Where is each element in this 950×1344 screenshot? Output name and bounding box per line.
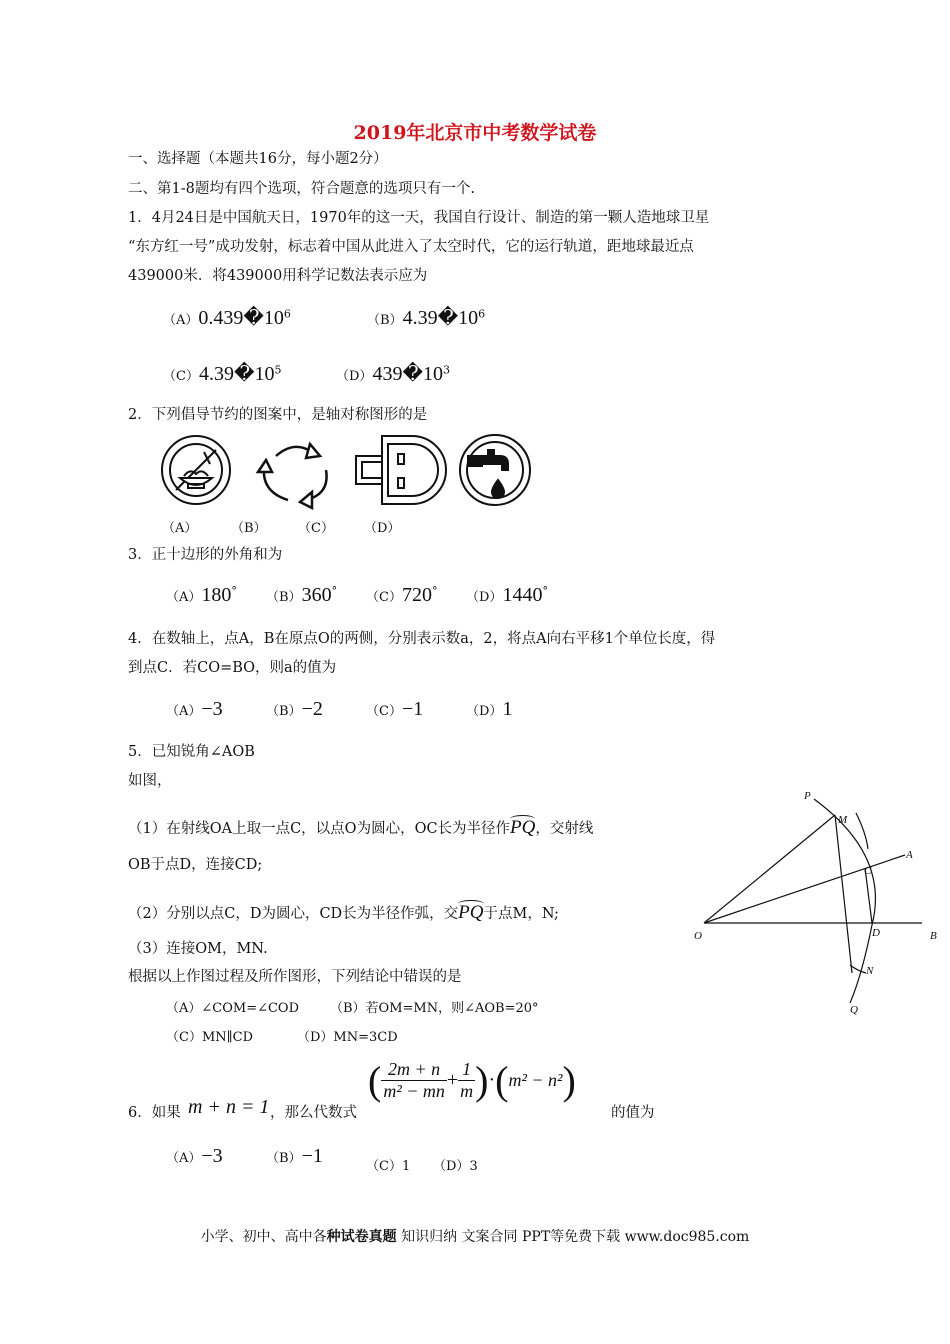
option-value: −1 xyxy=(401,698,424,720)
option-value: 439�10 xyxy=(372,363,443,385)
q6-option-c xyxy=(366,1155,410,1174)
q4-line-1: 4．在数轴上，点A，B在原点O的两侧，分别表示数a，2，将点A向右平移1个单位长度，得 xyxy=(128,631,716,647)
option-value: 4.39�10 xyxy=(198,363,275,385)
plus-sign: + xyxy=(446,1069,459,1091)
option-label: （D） xyxy=(466,704,503,719)
arc-pq: PQ xyxy=(458,902,484,923)
q1-option-c xyxy=(163,361,281,386)
degree-symbol: ° xyxy=(331,584,338,598)
footer-text-3: 知识归纳 文案合同 PPT等免费下载 xyxy=(396,1229,625,1245)
q3-option-c xyxy=(366,584,437,607)
option-value: 180 xyxy=(201,584,232,606)
q5-step-1 xyxy=(128,818,593,839)
option-value: 720 xyxy=(401,584,432,606)
q5-step-2 xyxy=(128,903,559,924)
q4-line-2: 到点C．若CO=BO，则a的值为 xyxy=(128,660,337,676)
q2-pattern-images xyxy=(150,430,550,510)
bowl-icon xyxy=(162,436,230,504)
label-p: P xyxy=(804,790,811,802)
right-paren: ) xyxy=(475,1058,489,1103)
q6-option-a xyxy=(166,1145,223,1168)
option-label: （A） xyxy=(166,1151,202,1166)
option-value: 1 xyxy=(502,698,513,720)
footer-url-link[interactable]: www.doc985.com xyxy=(624,1229,750,1245)
segment-mn xyxy=(835,815,852,973)
option-value: 4.39�10 xyxy=(402,307,479,329)
q6-condition: m + n = 1 xyxy=(188,1096,270,1118)
q5-step-3: （3）连接OM，MN. xyxy=(128,941,268,957)
q5-option-c: （C）MN∥CD xyxy=(166,1030,254,1045)
option-exponent: 3 xyxy=(442,363,450,377)
q6-mid-text: ，那么代数式 xyxy=(270,1105,357,1121)
label-m: M xyxy=(838,814,848,826)
option-label: （A） xyxy=(166,704,202,719)
label-b: B xyxy=(930,930,937,942)
degree-symbol: ° xyxy=(231,584,237,598)
q1-option-a xyxy=(163,305,291,330)
option-label: （C） xyxy=(366,590,402,605)
q5-option-d: （D）MN=3CD xyxy=(297,1030,398,1045)
degree-symbol: ° xyxy=(542,584,548,598)
q1-option-b xyxy=(367,305,485,330)
page-title: 2019年北京市中考数学试卷 xyxy=(353,122,597,144)
section-heading-2: 二、第1-8题均有四个选项，符合题意的选项只有一个. xyxy=(128,181,475,197)
option-label: （C） xyxy=(163,369,199,384)
q4-option-b xyxy=(266,698,323,721)
footer xyxy=(0,1226,950,1246)
q5-step-1-text-b: ，交射线 xyxy=(535,821,594,837)
q1-line-1: 1．4月24日是中国航天日，1970年的这一天，我国自行设计、制造的第一颗人造地球卫星 xyxy=(128,210,710,226)
option-label: （B） xyxy=(266,1151,302,1166)
option-value: −2 xyxy=(301,698,323,720)
q5-option-a: （A）∠COM=∠COD xyxy=(166,1001,300,1016)
option-value: −3 xyxy=(201,1145,223,1167)
q5-question: 根据以上作图过程及所作图形，下列结论中错误的是 xyxy=(128,969,462,985)
right-paren-2: ) xyxy=(562,1058,576,1103)
option-label: （A） xyxy=(166,590,202,605)
plug-icon xyxy=(356,436,446,504)
segment-om xyxy=(704,815,835,923)
option-value: −3 xyxy=(201,698,223,720)
section-heading-1: 一、选择题（本题共16分，每小题2分） xyxy=(128,151,388,167)
q5-step-1-line-2: OB于点D，连接CD; xyxy=(128,857,263,873)
q2-label-a: （A） xyxy=(162,521,198,536)
q5-line-2: 如图， xyxy=(128,773,172,789)
option-label: （C） xyxy=(366,1159,402,1174)
q3-option-d xyxy=(466,584,548,607)
option-label: （D） xyxy=(466,590,503,605)
faucet-icon xyxy=(460,435,530,505)
label-n: N xyxy=(866,965,874,977)
q2-label-d: （D） xyxy=(364,521,401,536)
q1-line-3: 439000米．将439000用科学记数法表示应为 xyxy=(128,268,428,284)
footer-text-1: 小学、初中、高中各 xyxy=(200,1229,327,1245)
fraction-2-numerator: 1 xyxy=(458,1059,475,1081)
label-q: Q xyxy=(850,1004,858,1016)
q1-line-2: “东方红一号”成功发射，标志着中国从此进入了太空时代，它的运行轨道，距地球最近点 xyxy=(128,239,694,255)
q5-option-b: （B）若OM=MN，则∠AOB=20° xyxy=(330,1001,539,1016)
q3-option-b xyxy=(266,584,337,607)
fraction-2 xyxy=(458,1059,475,1102)
fraction-2-denominator: m xyxy=(460,1081,474,1101)
dot-operator: · xyxy=(488,1069,496,1091)
option-label: （B） xyxy=(266,704,302,719)
q5-step-1-text-a: （1）在射线OA上取一点C，以点O为圆心，OC长为半径作 xyxy=(128,821,511,837)
fraction-1-denominator: m² − mn xyxy=(383,1081,445,1101)
q4-option-d xyxy=(466,698,512,721)
q3-text: 3．正十边形的外角和为 xyxy=(128,547,283,563)
label-a: A xyxy=(906,849,913,861)
left-paren-2: ( xyxy=(495,1058,509,1103)
option-value: −1 xyxy=(301,1145,323,1167)
label-d: D xyxy=(872,927,880,939)
q6-option-b xyxy=(266,1145,323,1168)
label-o: O xyxy=(694,930,702,942)
left-paren: ( xyxy=(368,1058,382,1103)
q3-option-a xyxy=(166,584,237,607)
degree-symbol: ° xyxy=(431,584,438,598)
factor: m² − n² xyxy=(508,1070,563,1090)
q4-option-c xyxy=(366,698,423,721)
q5-geometry-figure xyxy=(690,785,945,1020)
q2-text: 2．下列倡导节约的图案中，是轴对称图形的是 xyxy=(128,407,428,423)
q2-label-b: （B） xyxy=(231,521,267,536)
option-value: 360 xyxy=(301,584,332,606)
q5-step-2-text-a: （2）分别以点C，D为圆心，CD长为半径作弧，交 xyxy=(128,906,459,922)
option-exponent: 6 xyxy=(283,307,291,321)
q6-prefix: 6．如果 xyxy=(128,1105,181,1121)
option-value: 0.439�10 xyxy=(198,307,284,329)
option-value: 1440 xyxy=(502,584,543,606)
q6-suffix: 的值为 xyxy=(611,1105,655,1121)
fraction-1-numerator: 2m + n xyxy=(381,1059,447,1081)
footer-text-2: 种试卷真题 xyxy=(326,1229,397,1245)
q4-option-a xyxy=(166,698,223,721)
q5-step-2-text-b: 于点M，N; xyxy=(483,906,559,922)
option-label: （B） xyxy=(266,590,302,605)
option-exponent: 5 xyxy=(274,363,282,377)
recycle-icon xyxy=(258,444,327,508)
option-exponent: 6 xyxy=(478,307,486,321)
option-label: （D） xyxy=(433,1159,470,1174)
option-label: （A） xyxy=(163,313,199,328)
q2-label-c: （C） xyxy=(298,521,334,536)
q6-expression xyxy=(368,1057,576,1104)
option-value: 1 xyxy=(401,1159,411,1174)
q5-line-1: 5．已知锐角∠AOB xyxy=(128,744,255,760)
option-label: （C） xyxy=(366,704,402,719)
q1-option-d xyxy=(336,361,450,386)
option-value: 3 xyxy=(469,1159,478,1174)
label-c: C xyxy=(864,865,872,877)
q6-option-d xyxy=(433,1155,478,1174)
option-label: （D） xyxy=(336,369,373,384)
arc-pq: PQ xyxy=(510,817,536,838)
fraction-1 xyxy=(381,1059,447,1102)
option-label: （B） xyxy=(367,313,403,328)
